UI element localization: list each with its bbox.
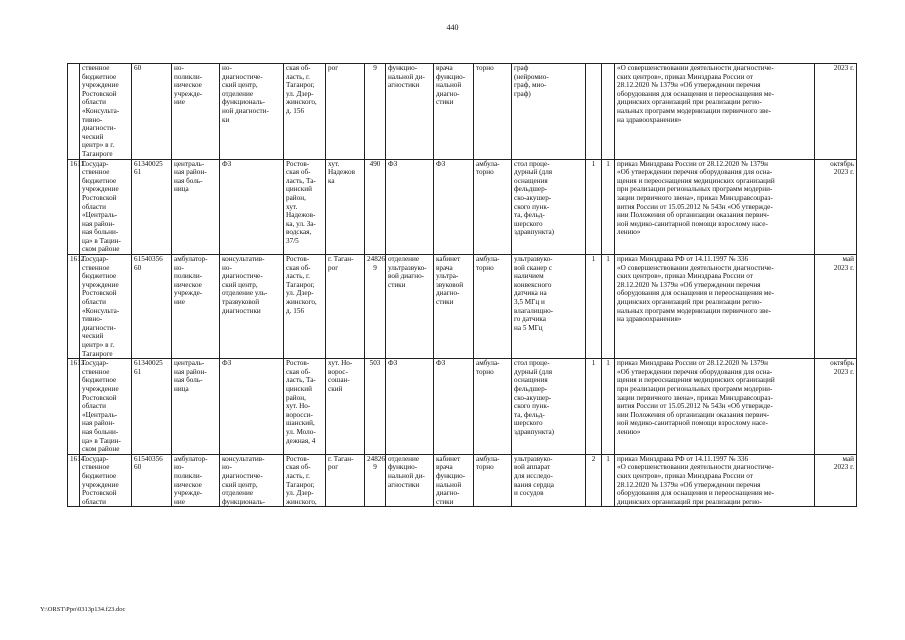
cell-equipment: стол проце- дурный (для оснащения фельдшер- ско-акушер- ского пунк- та, фельд- шерского здравпункта) [512, 359, 586, 455]
cell-deadline: октябрь 2023 г. [815, 159, 857, 255]
cell-legal-basis: приказ Минздрава России от 28.12.2020 № 1379н «Об утверждении перечня оборудования для осна- щения и переоснащения медицинских организаций при реализации региональных программ модерни- зации первичного звена», приказ Минздравсоцраз- вития России от 15.05.2012 № 543н «Об утвержде- нии Положения об организации оказания первич- ной медико-санитарной помощи взрослому насе- лению» [615, 159, 815, 255]
cell-address: Ростов- ская об- ласть, Та- цинский район, хут. Надежов- ка, ул. За- водская, 37/5 [284, 159, 326, 255]
cell-locality: хут. Но- ворос- сошан- ский [326, 359, 365, 455]
cell-org-type: амбулатор- но- поликли- ническое учрежде- ние [172, 454, 220, 507]
cell-org-code: 61540356 60 [132, 454, 172, 507]
table-row [68, 454, 857, 507]
cell-legal-basis: приказ Минздрава РФ от 14.11.1997 № 336 «О совершенствовании деятельности диагностиче- ских центров», приказ Минздрава России от 28.12.2020 № 1379н «Об утверждении перечня оборудования для оснащения и переоснащения ме- дицинских организаций при реализации регио- [615, 454, 815, 507]
file-path-footer: Y:\ORST\Ppo\0313p134.f23.doc [40, 606, 126, 613]
cell-organization-name: Государ- ственное бюджетное учреждение Ростовской области [80, 454, 132, 507]
cell-locality-code: 24826 9 [365, 454, 386, 507]
cell-cabinet: кабинет врача ультра- звуковой диагно- стики [434, 255, 474, 359]
cell-org-code: 61340025 61 [132, 359, 172, 455]
cell-row-number: 1612. [68, 255, 80, 359]
cell-row-number: 1611. [68, 159, 80, 255]
cell-address: Ростов- ская об- ласть, г. Таганрог, ул. Дзер- жинского, д. 156 [284, 255, 326, 359]
cell-care-condition: амбула- торно [474, 359, 512, 455]
cell-org-type: централь- ная район- ная боль- ница [172, 159, 220, 255]
table-row [68, 159, 857, 255]
cell-quantity-needed [586, 64, 602, 160]
cell-unit: отделение ультразвуко- вой диагно- стики [386, 255, 434, 359]
cell-quantity-planned [602, 64, 615, 160]
cell-quantity-needed: 1 [586, 255, 602, 359]
table-body [68, 64, 857, 507]
cell-cabinet: врача функцио- нальной диагно- стики [434, 64, 474, 160]
cell-locality-code: 24826 9 [365, 255, 386, 359]
cell-quantity-planned: 1 [602, 359, 615, 455]
cell-quantity-needed: 2 [586, 454, 602, 507]
cell-locality: г. Таган- рог [326, 454, 365, 507]
cell-organization-name: ственное бюджетное учреждение Ростовской области «Консульта- тивно- диагности- ческий центр» в г. Таганроге [80, 64, 132, 160]
page-number: 440 [446, 23, 459, 32]
cell-department: консультатив- но- диагностиче- ский центр, отделение функциональ- [220, 454, 284, 507]
cell-deadline: 2023 г. [815, 64, 857, 160]
cell-locality: хут. Надежов ка [326, 159, 365, 255]
cell-org-type: централь- ная район- ная боль- ница [172, 359, 220, 455]
cell-unit: ФЗ [386, 159, 434, 255]
cell-care-condition: амбула- торно [474, 255, 512, 359]
cell-org-type: но- поликли- ническое учрежде- ние [172, 64, 220, 160]
table-row [68, 359, 857, 455]
cell-unit: ФЗ [386, 359, 434, 455]
cell-organization-name: Государ- ственное бюджетное учреждение Ростовской области «Консульта- тивно- диагности- ческий центр» в г. Таганроге [80, 255, 132, 359]
cell-locality-code: 490 [365, 159, 386, 255]
cell-row-number: 1614. [68, 454, 80, 507]
cell-cabinet: ФЗ [434, 159, 474, 255]
cell-unit: отделение функцио- нальной ди- агностики [386, 454, 434, 507]
cell-equipment: ультразвуко- вой аппарат для исследо- вания сердца и сосудов [512, 454, 586, 507]
cell-quantity-planned: 1 [602, 255, 615, 359]
cell-row-number: 1613. [68, 359, 80, 455]
cell-care-condition: торно [474, 64, 512, 160]
cell-locality: рог [326, 64, 365, 160]
cell-organization-name: Государ- ственное бюджетное учреждение Ростовской области «Централь- ная район- ная больни- ца» в Тацин- ском районе [80, 159, 132, 255]
cell-locality: г. Таган- рог [326, 255, 365, 359]
cell-equipment: ультразвуко- вой сканер с наличием конвексного датчика на 3,5 МГц и влагалищно- го датчика на 5 МГц [512, 255, 586, 359]
cell-organization-name: Государ- ственное бюджетное учреждение Ростовской области «Централь- ная район- ная больни- ца» в Тацин- ском районе [80, 359, 132, 455]
cell-quantity-needed: 1 [586, 359, 602, 455]
cell-department: ФЗ [220, 159, 284, 255]
cell-deadline: октябрь 2023 г. [815, 359, 857, 455]
cell-org-code: 61340025 61 [132, 159, 172, 255]
cell-org-type: амбулатор- но- поликли- ническое учрежде- ние [172, 255, 220, 359]
cell-locality-code: 503 [365, 359, 386, 455]
cell-legal-basis: приказ Минздрава России от 28.12.2020 № 1379н «Об утверждении перечня оборудования для осна- щения и переоснащения медицинских организаций при реализации региональных программ модерни- зации первичного звена», приказ Минздравсоцраз- вития России от 15.05.2012 № 543н «Об утвержде- нии Положения об организации оказания первич- ной медико-санитарной помощи взрослому насе- лению» [615, 359, 815, 455]
cell-department: но- диагностиче- ский центр, отделение функциональ- ной диагности- ки [220, 64, 284, 160]
cell-department: ФЗ [220, 359, 284, 455]
cell-quantity-planned: 1 [602, 159, 615, 255]
cell-locality-code: 9 [365, 64, 386, 160]
cell-department: консультатив- но- диагностиче- ский центр, отделение уль- тразвуковой диагностики [220, 255, 284, 359]
cell-org-code: 61540356 60 [132, 255, 172, 359]
cell-care-condition: амбула- торно [474, 454, 512, 507]
equipment-table [67, 63, 857, 507]
cell-address: Ростов- ская об- ласть, Та- цинский район, хут. Но- воросси- шанский, ул. Моло- дежная, 4 [284, 359, 326, 455]
cell-org-code: 60 [132, 64, 172, 160]
cell-address: ская об- ласть, г. Таганрог, ул. Дзер- жинского, д. 156 [284, 64, 326, 160]
cell-address: Ростов- ская об- ласть, г. Таганрог, ул. Дзер- жинского, [284, 454, 326, 507]
cell-deadline: май 2023 г. [815, 255, 857, 359]
cell-care-condition: амбула- торно [474, 159, 512, 255]
cell-unit: функцио- нальной ди- агностики [386, 64, 434, 160]
cell-cabinet: ФЗ [434, 359, 474, 455]
table-row [68, 64, 857, 160]
cell-legal-basis: приказ Минздрава РФ от 14.11.1997 № 336 «О совершенствовании деятельности диагностиче- ских центров», приказ Минздрава России от 28.12.2020 № 1379н «Об утверждении перечня оборудования для оснащения и переоснащения ме- дицинских организаций при реализации регио- нальных программ модернизации первичного зве- на здравоохранения» [615, 255, 815, 359]
cell-deadline: май 2023 г. [815, 454, 857, 507]
cell-quantity-needed: 1 [586, 159, 602, 255]
cell-cabinet: кабинет врача функцио- нальной диагно- стики [434, 454, 474, 507]
table-row [68, 255, 857, 359]
cell-equipment: граф (нейромио- граф, мио- граф) [512, 64, 586, 160]
cell-quantity-planned: 1 [602, 454, 615, 507]
cell-row-number [68, 64, 80, 160]
cell-legal-basis: «О совершенствовании деятельности диагностиче- ских центров», приказ Минздрава России от 28.12.2020 № 1379н «Об утверждении перечня оборудования для оснащения и переоснащения ме- дицинских организаций при реализации регио- нальных программ модернизации первичного зве- на здравоохранения» [615, 64, 815, 160]
cell-equipment: стол проце- дурный (для оснащения фельдшер- ско-акушер- ского пунк- та, фельд- шерского здравпункта) [512, 159, 586, 255]
